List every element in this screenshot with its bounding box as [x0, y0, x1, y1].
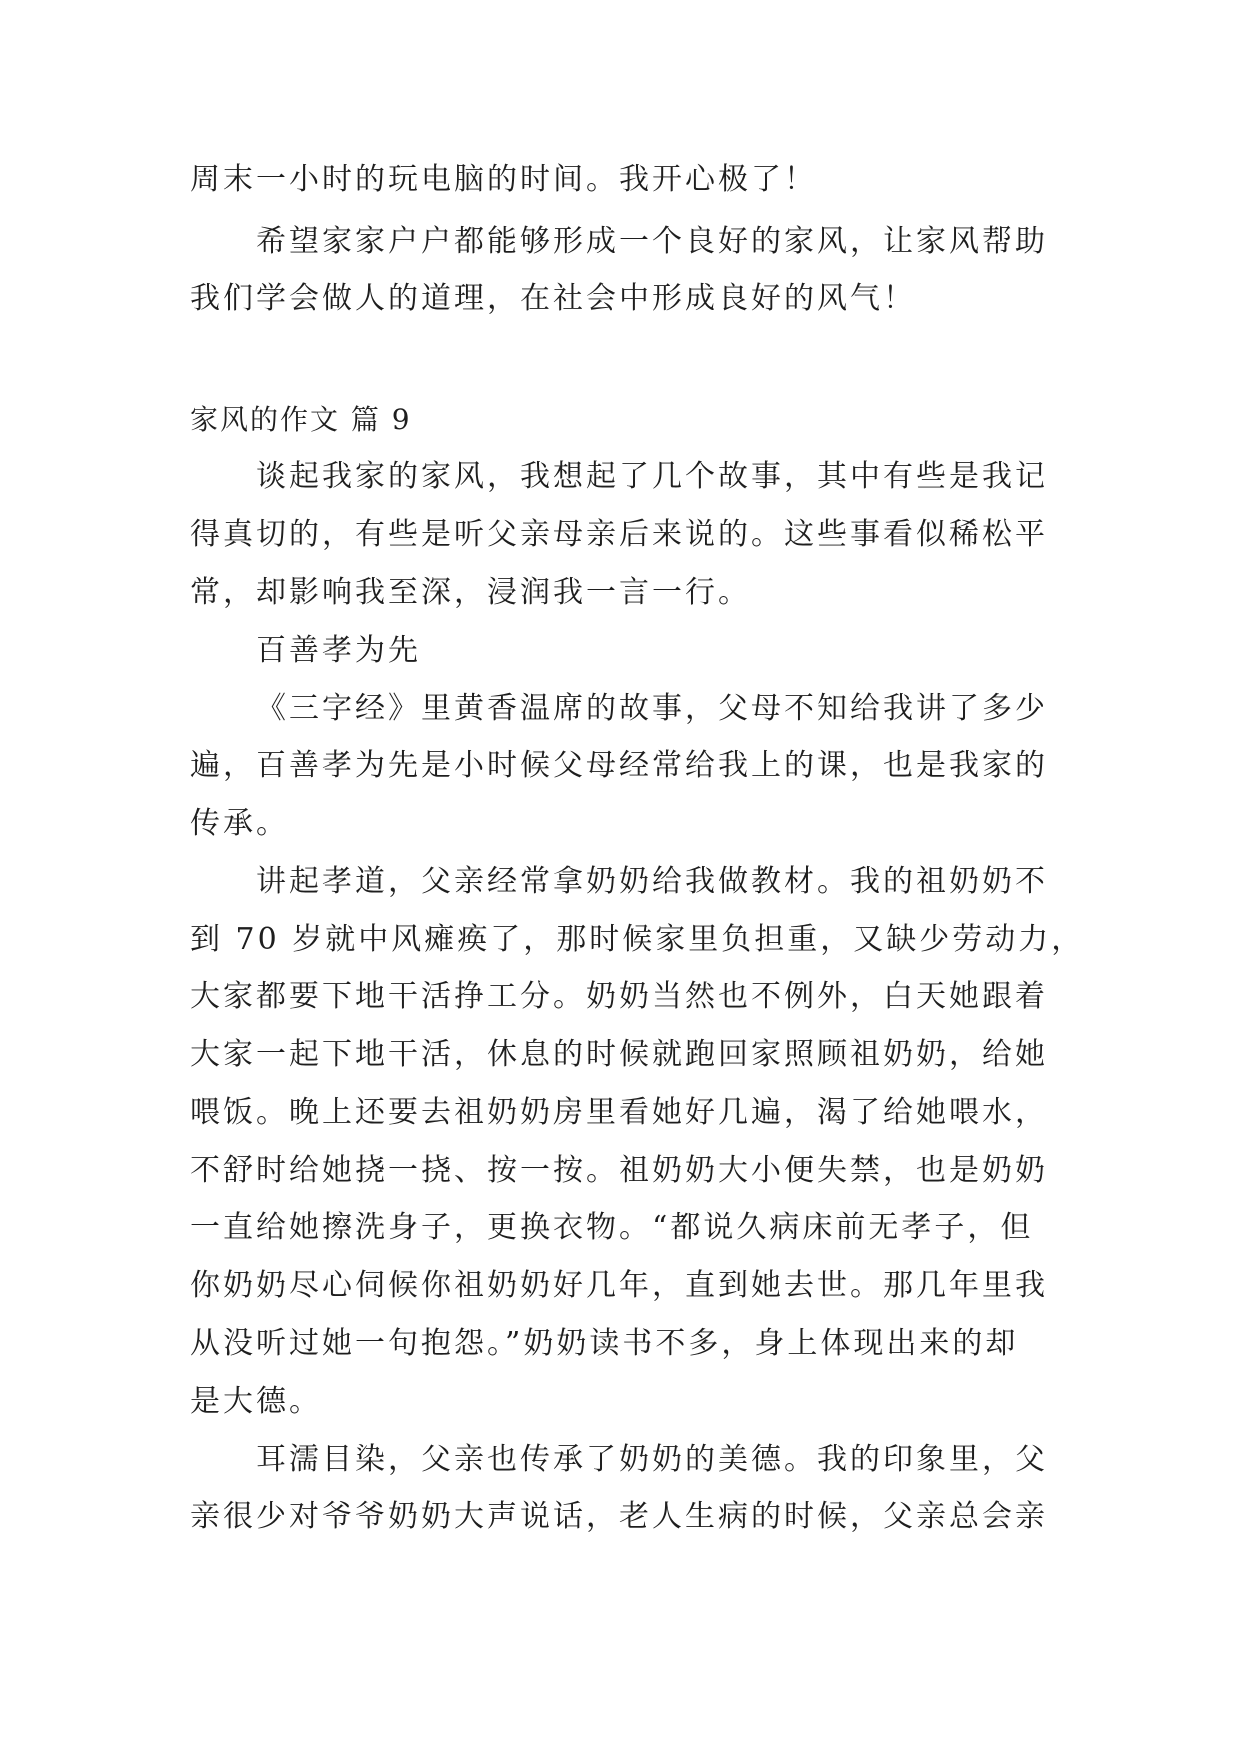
text-line: 讲起孝道，父亲经常拿奶奶给我做教材。我的祖奶奶不 [256, 864, 1048, 899]
text-line: 传承。 [190, 806, 289, 841]
text-line: 《三字经》里黄香温席的故事，父母不知给我讲了多少 [256, 691, 1048, 726]
text-line: 亲很少对爷爷奶奶大声说话，老人生病的时候，父亲总会亲 [190, 1499, 1048, 1534]
text-line: 从没听过她一句抱怨。”奶奶读书不多，身上体现出来的却 [190, 1326, 1019, 1361]
text-line: 你奶奶尽心伺候你祖奶奶好几年，直到她去世。那几年里我 [190, 1268, 1048, 1303]
text-line: 喂饭。晚上还要去祖奶奶房里看她好几遍，渴了给她喂水， [190, 1095, 1048, 1130]
text-line: 不舒时给她挠一挠、按一按。祖奶奶大小便失禁，也是奶奶 [190, 1153, 1048, 1188]
text-line: 大家一起下地干活，休息的时候就跑回家照顾祖奶奶，给她 [190, 1037, 1048, 1072]
text-line: 谈起我家的家风，我想起了几个故事，其中有些是我记 [256, 459, 1048, 494]
section-heading: 家风的作文 篇 9 [190, 403, 412, 436]
text-line: 大家都要下地干活挣工分。奶奶当然也不例外，白天她跟着 [190, 979, 1048, 1014]
text-line: 一直给她擦洗身子，更换衣物。“都说久病床前无孝子，但 [190, 1210, 1034, 1245]
text-line: 遍，百善孝为先是小时候父母经常给我上的课，也是我家的 [190, 748, 1048, 783]
text-line: 耳濡目染，父亲也传承了奶奶的美德。我的印象里，父 [256, 1442, 1048, 1477]
text-line: 是大德。 [190, 1384, 322, 1419]
text-line: 常，却影响我至深，浸润我一言一行。 [190, 575, 751, 610]
subheading: 百善孝为先 [256, 633, 421, 668]
text-line: 我们学会做人的道理，在社会中形成良好的风气！ [190, 281, 916, 316]
text-line: 周末一小时的玩电脑的时间。我开心极了！ [190, 162, 817, 197]
text-line: 希望家家户户都能够形成一个良好的家风，让家风帮助 [256, 224, 1048, 259]
text-line: 得真切的，有些是听父亲母亲后来说的。这些事看似稀松平 [190, 517, 1048, 552]
text-line: 到 70 岁就中风瘫痪了，那时候家里负担重，又缺少劳动力， [190, 922, 1085, 957]
